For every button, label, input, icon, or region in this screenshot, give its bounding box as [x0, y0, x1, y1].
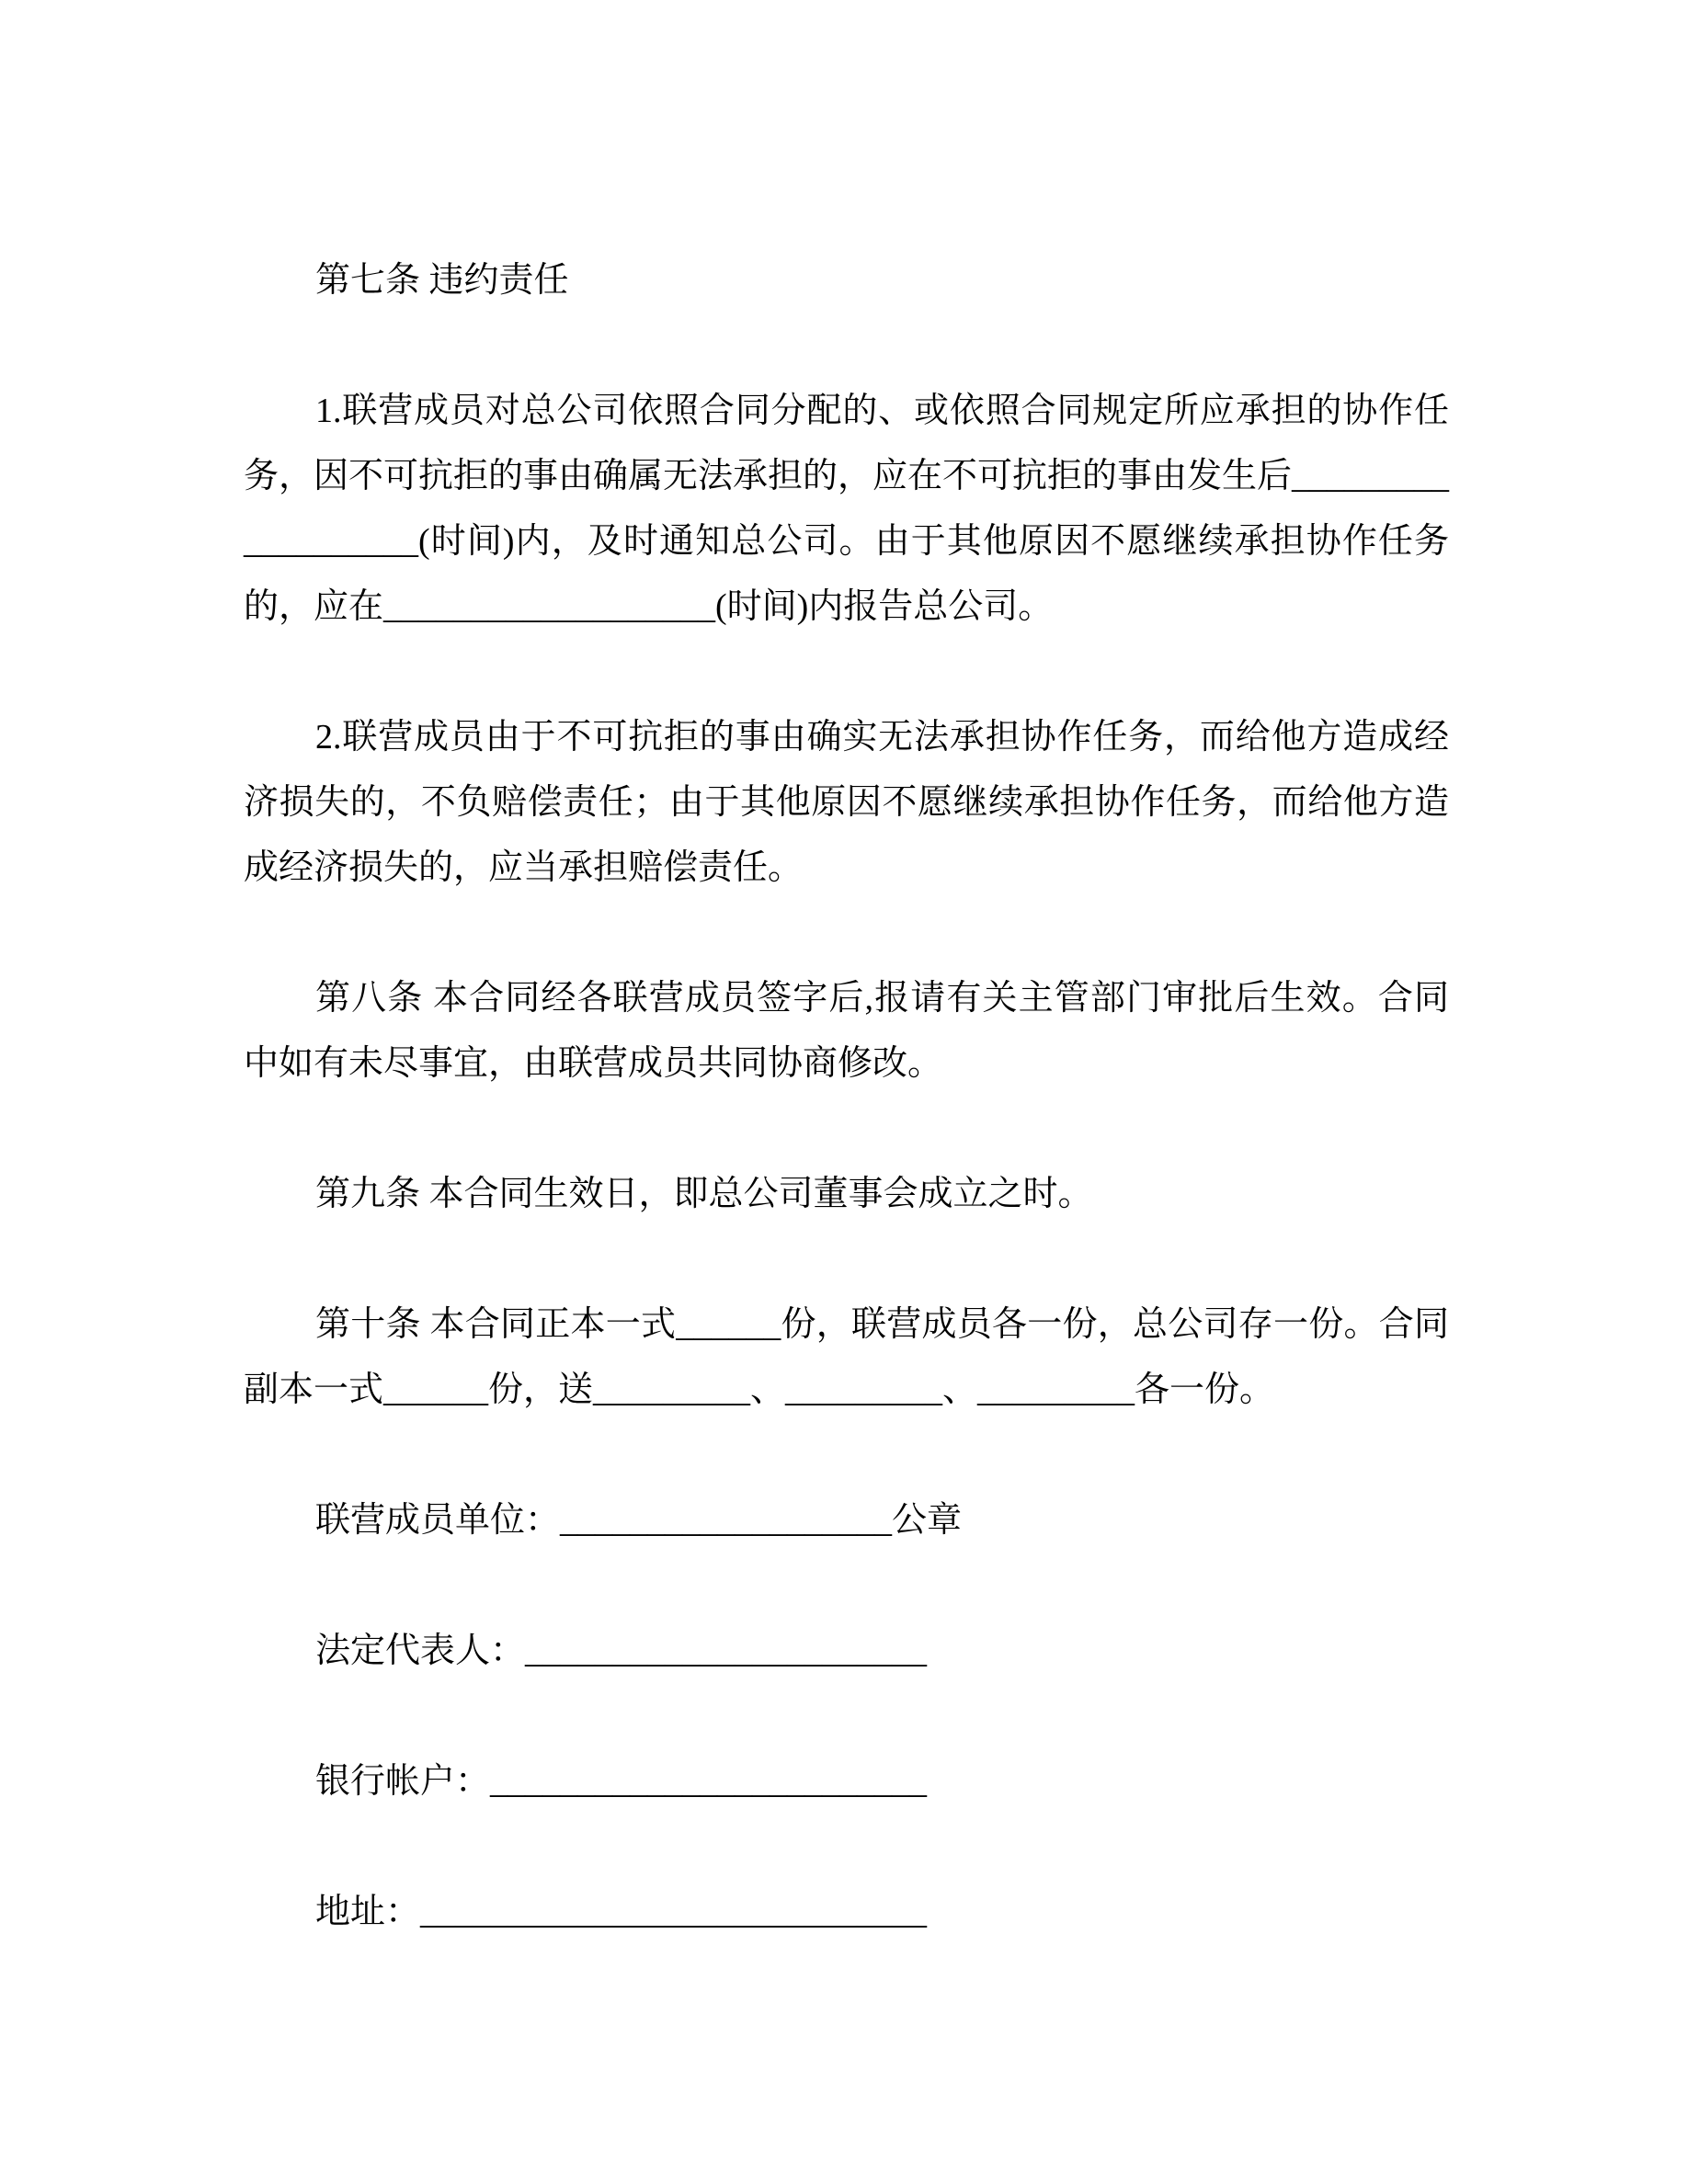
- article-10-paragraph: 第十条 本合同正本一式______份，联营成员各一份，总公司存一份。合同副本一式______份，送_________、_________、_________各一份。: [244, 1305, 1449, 1409]
- signature-line-member-unit: 联营成员单位：___________________公章: [315, 1501, 963, 1540]
- signature-line-legal-representative: 法定代表人：_______________________: [315, 1632, 928, 1670]
- article-9-paragraph: 第九条 本合同生效日，即总公司董事会成立之时。: [315, 1175, 1093, 1213]
- signature-line-bank-account: 银行帐户：_________________________: [315, 1762, 928, 1801]
- article-7-clause-1: 1.联营成员对总公司依照合同分配的、或依照合同规定所应承担的协作任务，因不可抗拒的事由确属无法承担的，应在不可抗拒的事由发生后___________________(时间)内，及时通知总公司。由于其他原因不愿继续承担协作任务的，应在___________________(时间)内报告总公司。: [244, 392, 1450, 626]
- article-7-clause-2: 2.联营成员由于不可抗拒的事由确实无法承担协作任务，而给他方造成经济损失的，不负赔偿责任；由于其他原因不愿继续承担协作任务，而给他方造成经济损失的，应当承担赔偿责任。: [244, 718, 1449, 887]
- article-8-paragraph: 第八条 本合同经各联营成员签字后,报请有关主管部门审批后生效。合同中如有未尽事宜，由联营成员共同协商修改。: [244, 979, 1449, 1083]
- signature-line-address: 地址：_____________________________: [315, 1893, 928, 1931]
- article-7-heading: 第七条 违约责任: [315, 261, 569, 300]
